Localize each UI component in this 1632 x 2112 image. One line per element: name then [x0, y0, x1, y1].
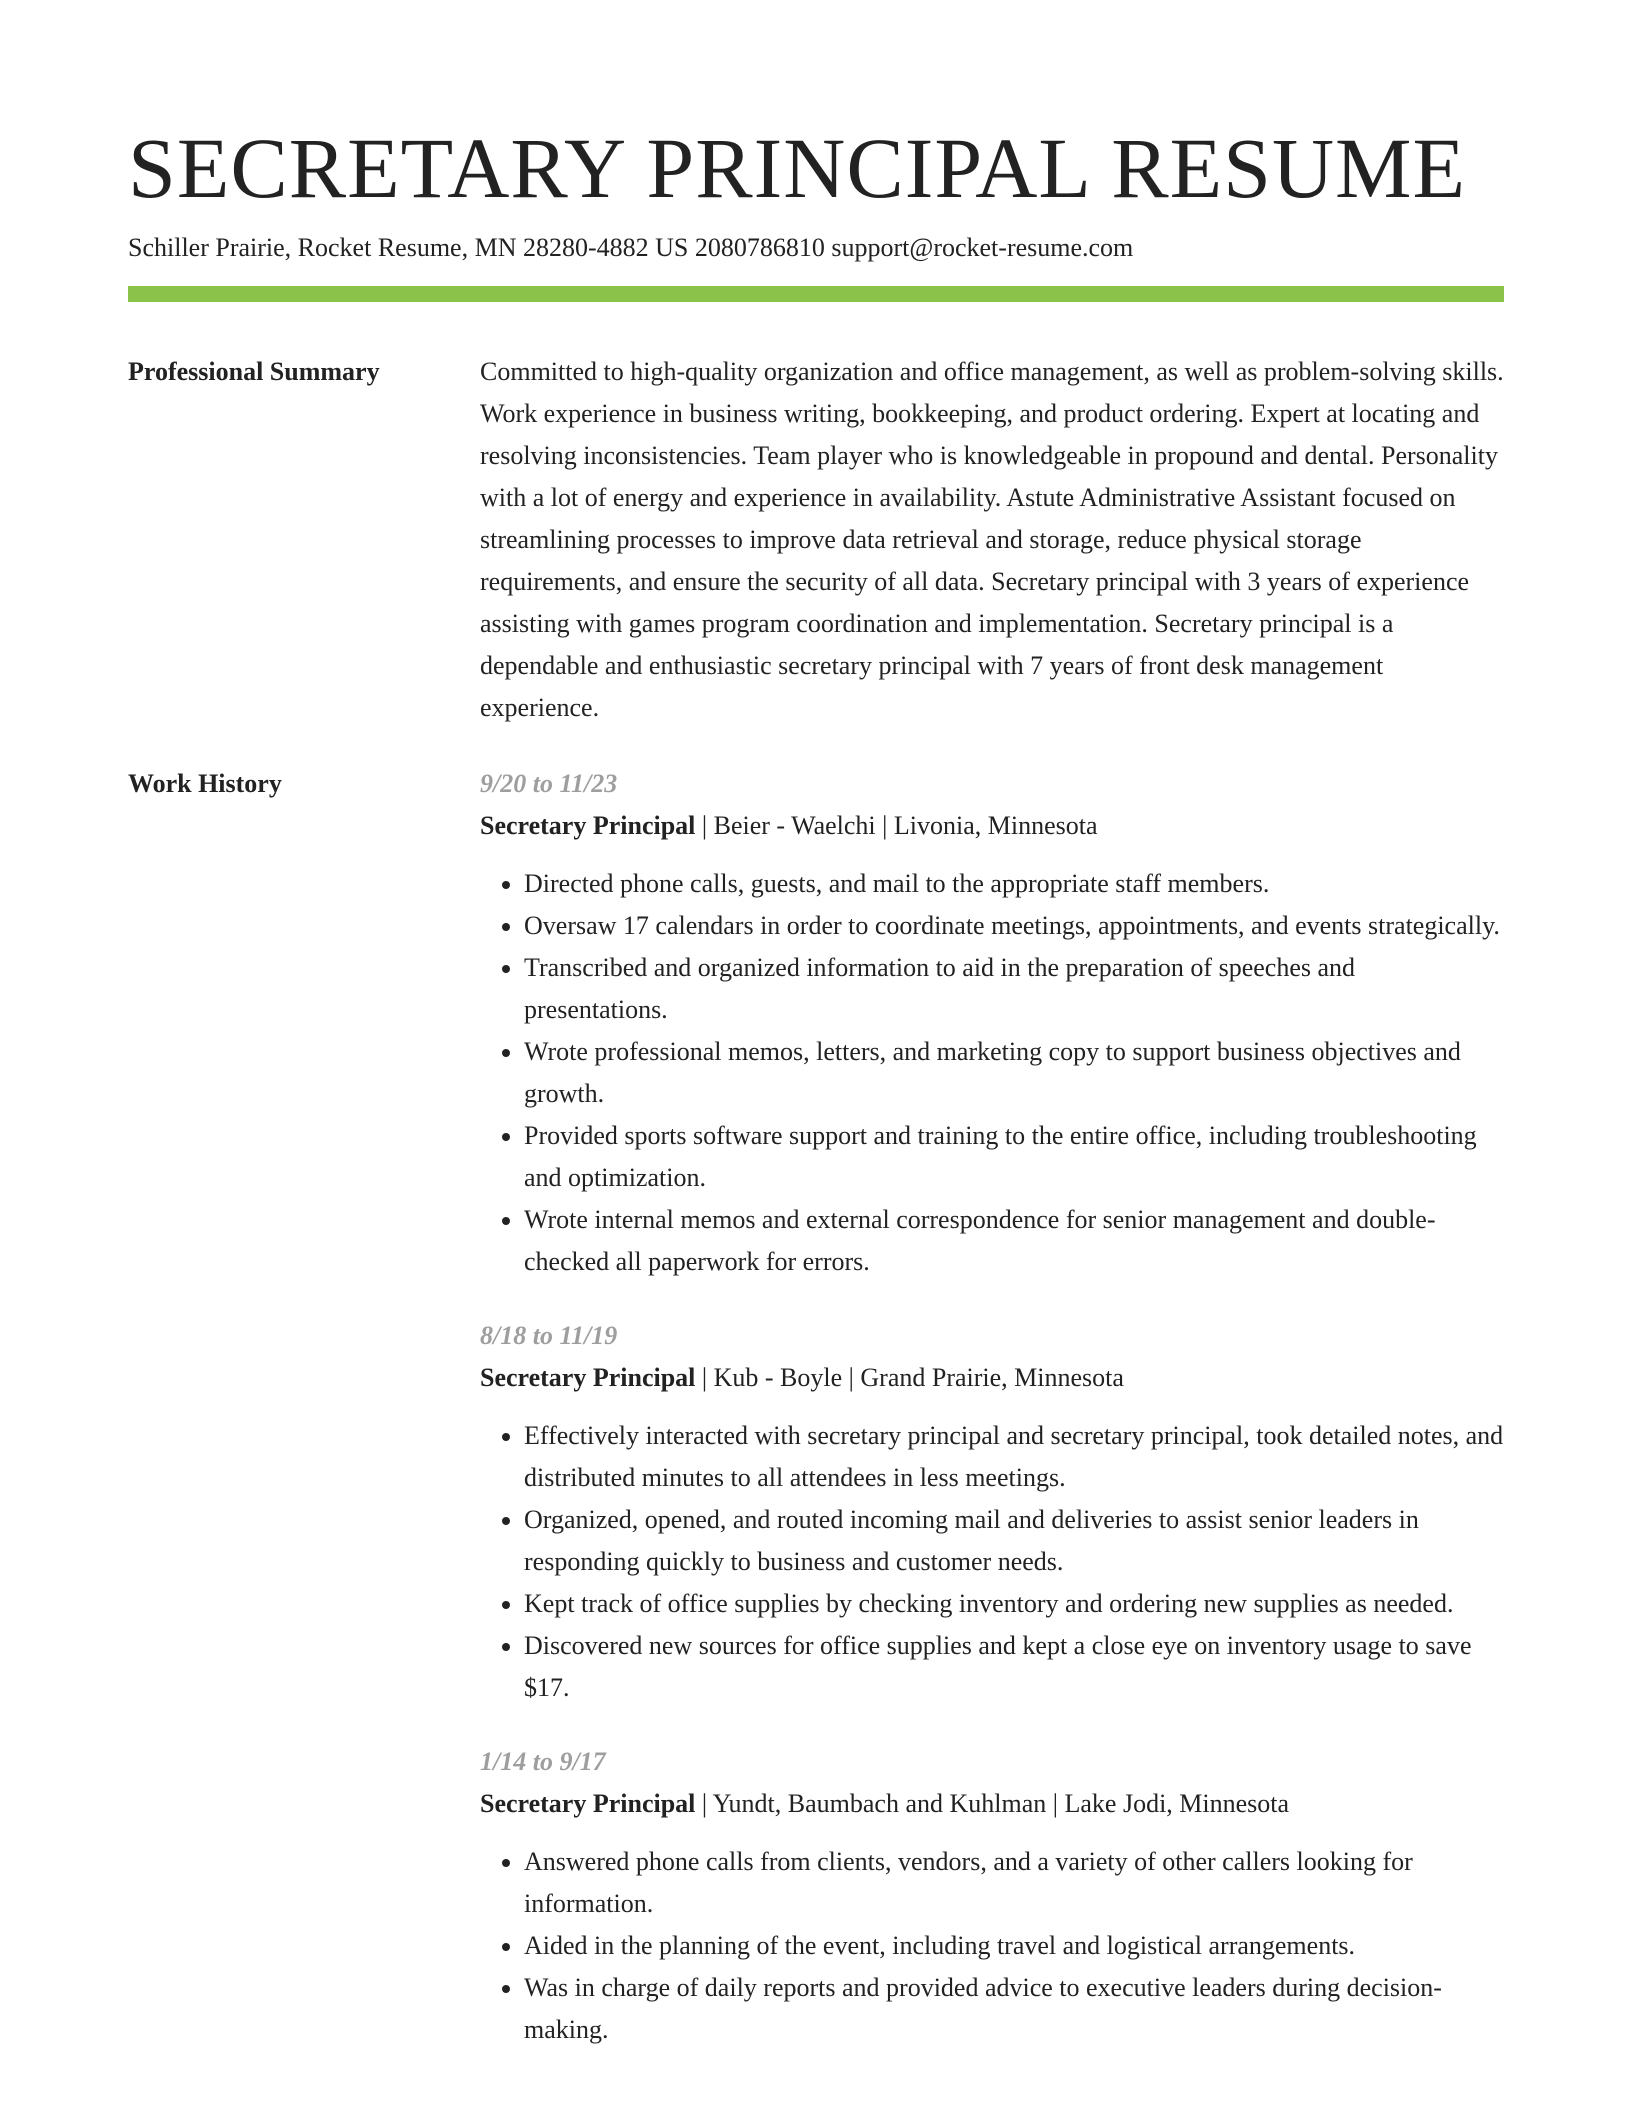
job-duty: • Effectively interacted with secretary principal and secretary principal, took detailed notes, and distributed minutes to all attendees in less meetings. [524, 1415, 1504, 1499]
job-title: Secretary Principal [480, 1789, 696, 1818]
job-title: Secretary Principal [480, 1363, 696, 1392]
job-entry [480, 1741, 1504, 2051]
resume-page [128, 118, 1504, 2051]
job-entry [480, 763, 1504, 1283]
work-history-body [480, 763, 1504, 2051]
job-duties-list [480, 1841, 1504, 2051]
job-heading [480, 1783, 1504, 1825]
job-location: | Grand Prairie, Minnesota [842, 1363, 1124, 1392]
job-duty: • Transcribed and organized information to aid in the preparation of speeches and presentations. [524, 947, 1504, 1031]
section-label-work-history: Work History [128, 769, 282, 798]
job-location: | Lake Jodi, Minnesota [1046, 1789, 1289, 1818]
job-duty: • Wrote professional memos, letters, and marketing copy to support business objectives and growth. [524, 1031, 1504, 1115]
job-heading [480, 805, 1504, 847]
job-dates: 9/20 to 11/23 [480, 769, 618, 798]
job-dates: 8/18 to 11/19 [480, 1321, 618, 1350]
job-duty: • Aided in the planning of the event, including travel and logistical arrangements. [524, 1925, 1504, 1967]
job-company: | Yundt, Baumbach and Kuhlman [695, 1789, 1046, 1818]
job-heading [480, 1357, 1504, 1399]
job-location: | Livonia, Minnesota [876, 811, 1098, 840]
contact-address: Schiller Prairie, Rocket Resume, MN 28280-4882 US [128, 233, 689, 262]
professional-summary-section [128, 351, 1504, 729]
job-entry [480, 1315, 1504, 1709]
summary-body [480, 351, 1504, 729]
contact-phone: 2080786810 [694, 233, 825, 262]
contact-line [128, 230, 1504, 266]
job-duties-list [480, 863, 1504, 1283]
job-duty: • Provided sports software support and training to the entire office, including troubleshooting and optimization. [524, 1115, 1504, 1199]
job-duty: • Discovered new sources for office supplies and kept a close eye on inventory usage to save $17. [524, 1625, 1504, 1709]
job-duty: • Oversaw 17 calendars in order to coordinate meetings, appointments, and events strategically. [524, 905, 1504, 947]
work-history-section [128, 763, 1504, 2051]
job-duty: • Organized, opened, and routed incoming mail and deliveries to assist senior leaders in responding quickly to business and customer needs. [524, 1499, 1504, 1583]
job-company: | Kub - Boyle [695, 1363, 842, 1392]
resume-title: SECRETARY PRINCIPAL RESUME [128, 120, 1467, 216]
job-duty: • Wrote internal memos and external correspondence for senior management and double-checked all paperwork for errors. [524, 1199, 1504, 1283]
job-dates: 1/14 to 9/17 [480, 1747, 606, 1776]
job-duty: • Directed phone calls, guests, and mail to the appropriate staff members. [524, 863, 1504, 905]
job-duties-list [480, 1415, 1504, 1709]
job-duty: • Answered phone calls from clients, vendors, and a variety of other callers looking for information. [524, 1841, 1504, 1925]
job-title: Secretary Principal [480, 811, 696, 840]
contact-email: support@rocket-resume.com [831, 233, 1134, 262]
summary-text: Committed to high-quality organization and office management, as well as problem-solving skills. Work experience in business writing, bookkeeping, and product ordering. Expert at locating and resolving inconsistencies. Team player who is knowledgeable in propound and dental. Personality with a lot of energy and experience in availability. Astute Administrative Assistant focused on streamlining processes to improve data retrieval and storage, reduce physical storage requirements, and ensure the security of all data. Secretary principal with 3 years of experience assisting with games program coordination and implementation. Secretary principal is a dependable and enthusiastic secretary principal with 7 years of front desk management experience. [480, 357, 1504, 722]
job-duty: • Kept track of office supplies by checking inventory and ordering new supplies as needed. [524, 1583, 1504, 1625]
job-duty: • Was in charge of daily reports and provided advice to executive leaders during decision-making. [524, 1967, 1504, 2051]
accent-divider [128, 286, 1504, 302]
section-label-summary: Professional Summary [128, 357, 380, 386]
job-company: | Beier - Waelchi [695, 811, 875, 840]
